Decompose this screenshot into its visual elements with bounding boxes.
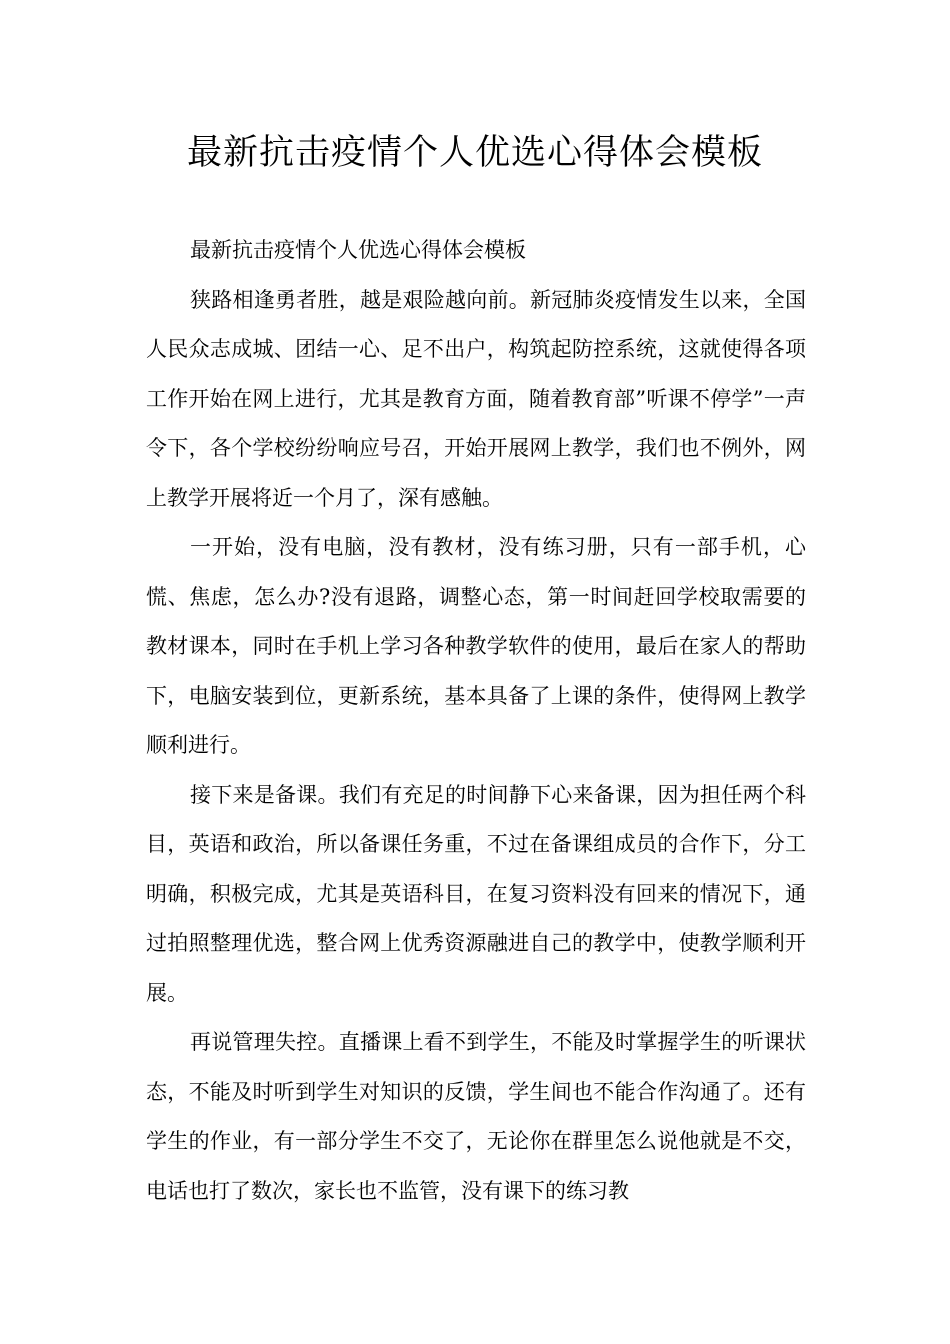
paragraph: 狭路相逢勇者胜，越是艰险越向前。新冠肺炎疫情发生以来，全国人民众志成城、团结一心、足不出户，构筑起防控系统，这就使得各项工作开始在网上进行，尤其是教育方面，随着教育部”听课不停学”一声令下，各个学校纷纷响应号召，开始开展网上教学，我们也不例外，网上教学开展将近一个月了，深有感触。 <box>146 287 806 510</box>
paragraph-subtitle: 最新抗击疫情个人优选心得体会模板 <box>190 238 526 262</box>
paragraph: 再说管理失控。直播课上看不到学生，不能及时掌握学生的听课状态，不能及时听到学生对知识的反馈，学生间也不能合作沟通了。还有学生的作业，有一部分学生不交了，无论你在群里怎么说他就是不交，电话也打了数次，家长也不监管，没有课下的练习教 <box>146 1030 806 1203</box>
paragraph: 接下来是备课。我们有充足的时间静下心来备课，因为担任两个科目，英语和政治，所以备课任务重，不过在备课组成员的合作下，分工明确，积极完成，尤其是英语科目，在复习资料没有回来的情况下，通过拍照整理优选，整合网上优秀资源融进自己的教学中，使教学顺利开展。 <box>146 782 806 1005</box>
document-body <box>146 226 806 1216</box>
paragraph: 一开始，没有电脑，没有教材，没有练习册，只有一部手机，心慌、焦虑，怎么办?没有退路，调整心态，第一时间赶回学校取需要的教材课本，同时在手机上学习各种教学软件的使用，最后在家人的帮助下，电脑安装到位，更新系统，基本具备了上课的条件，使得网上教学顺利进行。 <box>146 535 806 757</box>
document-title: 最新抗击疫情个人优选心得体会模板 <box>186 133 763 173</box>
